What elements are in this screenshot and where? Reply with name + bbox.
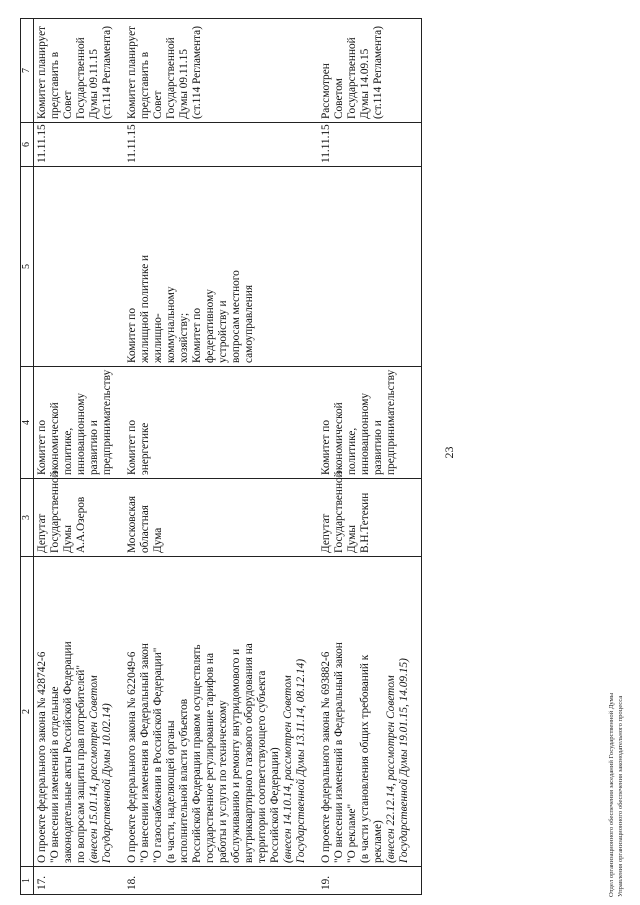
- responsible-committee: [34, 367, 125, 479]
- bill-line: О проекте федерального закона № 693882-6: [320, 651, 332, 863]
- bill-line: государственное регулирование тарифов на: [204, 653, 216, 863]
- bill-line: (в части установления общих требований к: [359, 654, 371, 863]
- date: 11.11.15: [318, 123, 422, 167]
- status-line: Думы 09.11.15: [178, 49, 190, 119]
- committee-line: предпринимательству: [101, 369, 113, 475]
- bill-line: "О внесении изменений в Федеральный закон: [333, 642, 345, 863]
- author-line: Московская: [126, 495, 138, 553]
- committee-line: политике,: [62, 427, 74, 475]
- bill-line: по вопросам защиты прав потребителей": [75, 665, 87, 863]
- committee-line: инновационному: [359, 392, 371, 475]
- bill-line: О проекте федерального закона № 428742-6: [36, 651, 48, 863]
- bill-line: Российской Федерации): [269, 747, 281, 863]
- committee-line: Комитет по: [126, 419, 138, 475]
- bill-line: исполнительной власти субъектов: [178, 698, 190, 863]
- bill-line: (в части, наделяющей органы: [165, 720, 177, 863]
- committee-line: Комитет по: [320, 419, 332, 475]
- author-line: А.А.Озеров: [75, 496, 87, 553]
- committee-line: развитию и: [88, 420, 100, 475]
- bill-line: рекламе): [372, 820, 384, 863]
- responsible-committee: [318, 367, 422, 479]
- co-committee-line: Комитет по: [126, 307, 138, 363]
- bill-author: [34, 471, 125, 557]
- committee-line: экономической: [49, 402, 61, 475]
- author-line: В.Н.Тетекин: [359, 492, 371, 553]
- committee-line: энергетике: [139, 422, 151, 475]
- status-line: представить в Совет: [139, 51, 164, 119]
- author-line: Депутат: [320, 513, 332, 553]
- bill-line: Российской Федерации правом осуществлять: [191, 644, 203, 863]
- author-line: Государственной: [49, 471, 61, 553]
- footer-line: Отдел организационного обеспечения заседаний Государственной Думы: [608, 692, 615, 897]
- footer: [607, 693, 625, 897]
- co-committee-line: хозяйству;: [178, 312, 190, 363]
- column-header: 5: [21, 167, 34, 367]
- author-line: Депутат: [36, 513, 48, 553]
- column-header: 6: [21, 123, 34, 167]
- status-line: (ст.114 Регламента): [191, 26, 203, 119]
- co-committee-line: федеративному: [204, 289, 216, 363]
- bill-note-line: (внесен 22.12.14, рассмотрен Советом: [385, 675, 397, 863]
- bill-line: обслуживанию и ремонту внутридомового и: [230, 648, 242, 863]
- status-line: Думы 09.11.15: [88, 49, 100, 119]
- date: 11.11.15: [34, 123, 125, 167]
- status-line: Думы 14.09.15: [359, 48, 371, 119]
- bill-line: "О рекламе": [346, 803, 358, 863]
- row-number: 17.: [34, 867, 125, 895]
- committee-line: экономической: [333, 402, 345, 475]
- co-committee-line: устройству и: [217, 300, 229, 363]
- status-line: (ст.114 Регламента): [101, 26, 113, 119]
- header-row: [21, 19, 34, 895]
- co-committees: [124, 167, 318, 367]
- status-line: представить в Совет: [49, 51, 74, 119]
- status-line: Государственной: [75, 37, 87, 119]
- row-number: 19.: [318, 867, 422, 895]
- co-committee-line: вопросам местного: [230, 270, 242, 363]
- table-body: [34, 19, 422, 895]
- status-line: Рассмотрен: [320, 63, 332, 119]
- bill-line: О проекте федерального закона № 622049-6: [126, 651, 138, 863]
- bill-line: работы и услуги по техническому: [217, 700, 229, 863]
- committee-line: инновационному: [75, 392, 87, 475]
- bill-note-line: Государственной Думы 19.01.15, 14.09.15): [398, 658, 410, 863]
- bill-note-line: Государственной Думы 13.11.14, 08.12.14): [295, 658, 307, 863]
- date: 11.11.15: [124, 123, 318, 167]
- co-committee-line: самоуправления: [243, 284, 255, 363]
- author-line: Государственной: [333, 471, 345, 553]
- status: [318, 19, 422, 123]
- bill-author: [124, 479, 318, 557]
- responsible-committee: [124, 367, 318, 479]
- bill-description: [34, 557, 125, 867]
- bill-author: [318, 471, 422, 557]
- co-committee-line: жилищной политике и: [139, 254, 151, 363]
- status-line: (ст.114 Регламента): [372, 26, 384, 119]
- bill-line: "О газоснабжении в Российской Федерации": [152, 647, 164, 863]
- bill-line: "О внесении изменений в отдельные: [49, 686, 61, 863]
- co-committees: [34, 167, 125, 367]
- committee-line: политике,: [346, 427, 358, 475]
- committee-line: развитию и: [372, 420, 384, 475]
- committee-line: предпринимательству: [385, 369, 397, 475]
- column-header: 4: [21, 367, 34, 479]
- co-committees: [318, 167, 422, 367]
- status-line: Советом: [333, 78, 345, 119]
- bill-line: внутриквартирного газового оборудования на: [243, 643, 255, 863]
- author-line: Думы: [346, 525, 358, 553]
- bill-note-line: (внесен 14.10.14, рассмотрен Советом: [282, 675, 294, 863]
- status: [124, 19, 318, 123]
- status-line: Государственной: [165, 37, 177, 119]
- status-line: Комитет планирует: [126, 25, 138, 119]
- bill-description: [124, 557, 318, 867]
- column-header: 7: [21, 19, 34, 123]
- status: [34, 19, 125, 123]
- bill-line: территории соответствующего субъекта: [256, 670, 268, 863]
- page-number: 23: [442, 446, 456, 459]
- bill-note-line: Государственной Думы 10.02.14): [101, 703, 113, 863]
- author-line: областная Дума: [139, 505, 164, 553]
- column-header: 1: [21, 867, 34, 895]
- co-committee-line: Комитет по: [191, 307, 203, 363]
- bills-table: [20, 18, 422, 895]
- row-number: 18.: [124, 867, 318, 895]
- column-header: 2: [21, 557, 34, 867]
- bill-line: законодательные акты Российской Федерации: [62, 641, 74, 863]
- bill-note-line: (внесен 15.01.14, рассмотрен Советом: [88, 675, 100, 863]
- status-line: Государственной: [346, 37, 358, 119]
- table-row: [124, 19, 318, 895]
- table-row: [318, 19, 422, 895]
- footer-line: Управления организационного обеспечения законодательного процесса: [617, 695, 624, 897]
- bill-line: "О внесении изменения в Федеральный закон: [139, 643, 151, 863]
- table-row: [34, 19, 125, 895]
- co-committee-line: коммунальному: [165, 286, 177, 363]
- column-header: 3: [21, 479, 34, 557]
- author-line: Думы: [62, 525, 74, 553]
- committee-line: Комитет по: [36, 419, 48, 475]
- bill-description: [318, 557, 422, 867]
- co-committee-line: жилищно-: [152, 313, 164, 363]
- status-line: Комитет планирует: [36, 25, 48, 119]
